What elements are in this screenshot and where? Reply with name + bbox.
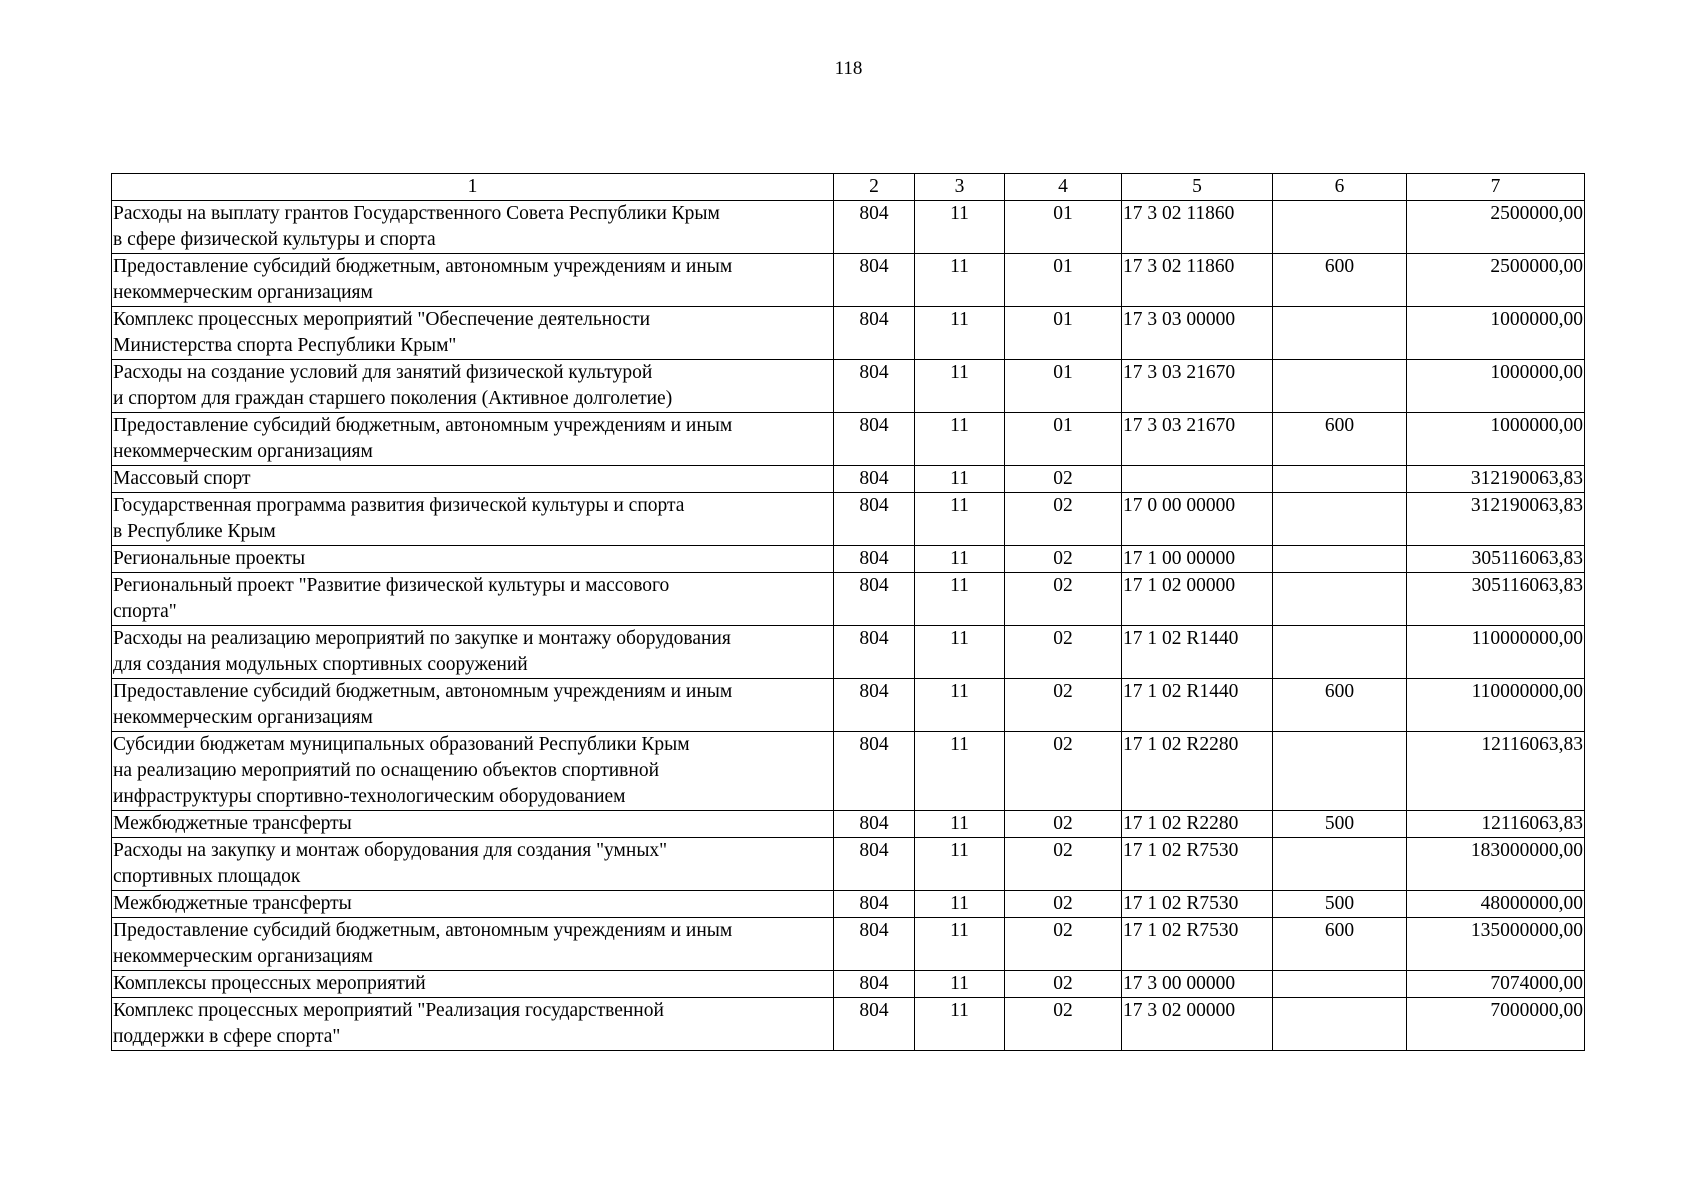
col2-cell: 804 [834, 413, 915, 466]
col6-cell: 600 [1273, 254, 1407, 307]
col5-code-cell: 17 1 02 00000 [1122, 573, 1273, 626]
col3-cell: 11 [915, 573, 1005, 626]
column-header: 5 [1122, 174, 1273, 201]
col6-cell [1273, 360, 1407, 413]
row-name-cell: Предоставление субсидий бюджетным, автономным учреждениям и иным некоммерческим организациям [112, 679, 834, 732]
row-name-cell: Комплекс процессных мероприятий "Реализация государственной поддержки в сфере спорта" [112, 998, 834, 1051]
col4-cell: 02 [1005, 918, 1122, 971]
col4-cell: 02 [1005, 998, 1122, 1051]
column-header: 2 [834, 174, 915, 201]
col3-cell: 11 [915, 201, 1005, 254]
table-row [112, 838, 1585, 891]
col4-cell: 01 [1005, 360, 1122, 413]
col2-cell: 804 [834, 546, 915, 573]
amount-cell: 12116063,83 [1407, 811, 1585, 838]
col5-code-cell: 17 3 03 21670 [1122, 360, 1273, 413]
col2-cell: 804 [834, 466, 915, 493]
column-header: 1 [112, 174, 834, 201]
row-name-cell: Предоставление субсидий бюджетным, автономным учреждениям и иным некоммерческим организациям [112, 413, 834, 466]
col4-cell: 02 [1005, 573, 1122, 626]
col4-cell: 02 [1005, 466, 1122, 493]
column-header: 3 [915, 174, 1005, 201]
col5-code-cell: 17 0 00 00000 [1122, 493, 1273, 546]
col6-cell: 500 [1273, 891, 1407, 918]
column-header: 4 [1005, 174, 1122, 201]
row-name-cell: Государственная программа развития физической культуры и спорта в Республике Крым [112, 493, 834, 546]
table-row [112, 546, 1585, 573]
budget-table [111, 173, 1585, 1051]
table-header-row [112, 174, 1585, 201]
col5-code-cell: 17 3 00 00000 [1122, 971, 1273, 998]
col3-cell: 11 [915, 493, 1005, 546]
column-header: 7 [1407, 174, 1585, 201]
col4-cell: 02 [1005, 811, 1122, 838]
col2-cell: 804 [834, 201, 915, 254]
row-name-cell: Комплексы процессных мероприятий [112, 971, 834, 998]
table-row [112, 891, 1585, 918]
col4-cell: 02 [1005, 971, 1122, 998]
amount-cell: 1000000,00 [1407, 413, 1585, 466]
col6-cell [1273, 493, 1407, 546]
col2-cell: 804 [834, 732, 915, 811]
amount-cell: 48000000,00 [1407, 891, 1585, 918]
amount-cell: 305116063,83 [1407, 546, 1585, 573]
amount-cell: 1000000,00 [1407, 360, 1585, 413]
col5-code-cell: 17 3 03 21670 [1122, 413, 1273, 466]
table-row [112, 971, 1585, 998]
col5-code-cell [1122, 466, 1273, 493]
col5-code-cell: 17 3 02 11860 [1122, 254, 1273, 307]
col6-cell [1273, 971, 1407, 998]
col2-cell: 804 [834, 971, 915, 998]
amount-cell: 135000000,00 [1407, 918, 1585, 971]
table-row [112, 811, 1585, 838]
col4-cell: 02 [1005, 732, 1122, 811]
amount-cell: 1000000,00 [1407, 307, 1585, 360]
amount-cell: 305116063,83 [1407, 573, 1585, 626]
row-name-cell: Расходы на закупку и монтаж оборудования для создания "умных" спортивных площадок [112, 838, 834, 891]
row-name-cell: Региональный проект "Развитие физической культуры и массового спорта" [112, 573, 834, 626]
col3-cell: 11 [915, 360, 1005, 413]
col2-cell: 804 [834, 360, 915, 413]
amount-cell: 2500000,00 [1407, 254, 1585, 307]
col3-cell: 11 [915, 971, 1005, 998]
table-row [112, 732, 1585, 811]
col2-cell: 804 [834, 573, 915, 626]
amount-cell: 12116063,83 [1407, 732, 1585, 811]
table-row [112, 679, 1585, 732]
col2-cell: 804 [834, 891, 915, 918]
row-name-cell: Расходы на создание условий для занятий физической культурой и спортом для граждан старшего поколения (Активное долголетие) [112, 360, 834, 413]
col3-cell: 11 [915, 918, 1005, 971]
col6-cell [1273, 307, 1407, 360]
table-row [112, 918, 1585, 971]
table-row [112, 201, 1585, 254]
col5-code-cell: 17 1 02 R7530 [1122, 918, 1273, 971]
page-number: 118 [834, 58, 863, 79]
col5-code-cell: 17 1 00 00000 [1122, 546, 1273, 573]
col3-cell: 11 [915, 811, 1005, 838]
col5-code-cell: 17 1 02 R7530 [1122, 891, 1273, 918]
col4-cell: 01 [1005, 254, 1122, 307]
col4-cell: 02 [1005, 546, 1122, 573]
col2-cell: 804 [834, 811, 915, 838]
col4-cell: 01 [1005, 201, 1122, 254]
table-row [112, 998, 1585, 1051]
amount-cell: 312190063,83 [1407, 466, 1585, 493]
col3-cell: 11 [915, 254, 1005, 307]
col3-cell: 11 [915, 891, 1005, 918]
col5-code-cell: 17 1 02 R1440 [1122, 679, 1273, 732]
row-name-cell: Расходы на реализацию мероприятий по закупке и монтажу оборудования для создания модульных спортивных сооружений [112, 626, 834, 679]
col2-cell: 804 [834, 918, 915, 971]
col6-cell [1273, 546, 1407, 573]
col6-cell [1273, 838, 1407, 891]
table-row [112, 360, 1585, 413]
amount-cell: 2500000,00 [1407, 201, 1585, 254]
col6-cell: 600 [1273, 679, 1407, 732]
table-row [112, 573, 1585, 626]
table-row [112, 466, 1585, 493]
col6-cell [1273, 573, 1407, 626]
col3-cell: 11 [915, 307, 1005, 360]
table-row [112, 307, 1585, 360]
col3-cell: 11 [915, 466, 1005, 493]
col5-code-cell: 17 1 02 R7530 [1122, 838, 1273, 891]
col4-cell: 02 [1005, 493, 1122, 546]
row-name-cell: Предоставление субсидий бюджетным, автономным учреждениям и иным некоммерческим организациям [112, 918, 834, 971]
row-name-cell: Комплекс процессных мероприятий "Обеспечение деятельности Министерства спорта Республики Крым" [112, 307, 834, 360]
col3-cell: 11 [915, 413, 1005, 466]
col2-cell: 804 [834, 493, 915, 546]
table-row [112, 626, 1585, 679]
col5-code-cell: 17 3 02 11860 [1122, 201, 1273, 254]
col6-cell [1273, 466, 1407, 493]
row-name-cell: Предоставление субсидий бюджетным, автономным учреждениям и иным некоммерческим организациям [112, 254, 834, 307]
amount-cell: 7000000,00 [1407, 998, 1585, 1051]
col3-cell: 11 [915, 679, 1005, 732]
col6-cell [1273, 626, 1407, 679]
col2-cell: 804 [834, 838, 915, 891]
amount-cell: 110000000,00 [1407, 679, 1585, 732]
row-name-cell: Расходы на выплату грантов Государственного Совета Республики Крым в сфере физической культуры и спорта [112, 201, 834, 254]
col5-code-cell: 17 1 02 R2280 [1122, 811, 1273, 838]
row-name-cell: Региональные проекты [112, 546, 834, 573]
table-row [112, 493, 1585, 546]
row-name-cell: Межбюджетные трансферты [112, 811, 834, 838]
row-name-cell: Межбюджетные трансферты [112, 891, 834, 918]
col5-code-cell: 17 3 03 00000 [1122, 307, 1273, 360]
col5-code-cell: 17 1 02 R1440 [1122, 626, 1273, 679]
col4-cell: 02 [1005, 679, 1122, 732]
row-name-cell: Массовый спорт [112, 466, 834, 493]
amount-cell: 7074000,00 [1407, 971, 1585, 998]
amount-cell: 183000000,00 [1407, 838, 1585, 891]
col3-cell: 11 [915, 732, 1005, 811]
col3-cell: 11 [915, 998, 1005, 1051]
col2-cell: 804 [834, 998, 915, 1051]
table-row [112, 254, 1585, 307]
col2-cell: 804 [834, 307, 915, 360]
col4-cell: 02 [1005, 838, 1122, 891]
col5-code-cell: 17 1 02 R2280 [1122, 732, 1273, 811]
col3-cell: 11 [915, 626, 1005, 679]
amount-cell: 110000000,00 [1407, 626, 1585, 679]
col4-cell: 02 [1005, 891, 1122, 918]
col4-cell: 01 [1005, 307, 1122, 360]
column-header: 6 [1273, 174, 1407, 201]
table-row [112, 413, 1585, 466]
col2-cell: 804 [834, 679, 915, 732]
col6-cell: 500 [1273, 811, 1407, 838]
col3-cell: 11 [915, 546, 1005, 573]
col2-cell: 804 [834, 254, 915, 307]
col5-code-cell: 17 3 02 00000 [1122, 998, 1273, 1051]
col6-cell: 600 [1273, 413, 1407, 466]
amount-cell: 312190063,83 [1407, 493, 1585, 546]
col4-cell: 02 [1005, 626, 1122, 679]
col6-cell: 600 [1273, 918, 1407, 971]
col3-cell: 11 [915, 838, 1005, 891]
col6-cell [1273, 732, 1407, 811]
row-name-cell: Субсидии бюджетам муниципальных образований Республики Крым на реализацию мероприятий по оснащению объектов спортивной инфраструктуры спортивно-технологическим оборудованием [112, 732, 834, 811]
col4-cell: 01 [1005, 413, 1122, 466]
col6-cell [1273, 201, 1407, 254]
col6-cell [1273, 998, 1407, 1051]
col2-cell: 804 [834, 626, 915, 679]
